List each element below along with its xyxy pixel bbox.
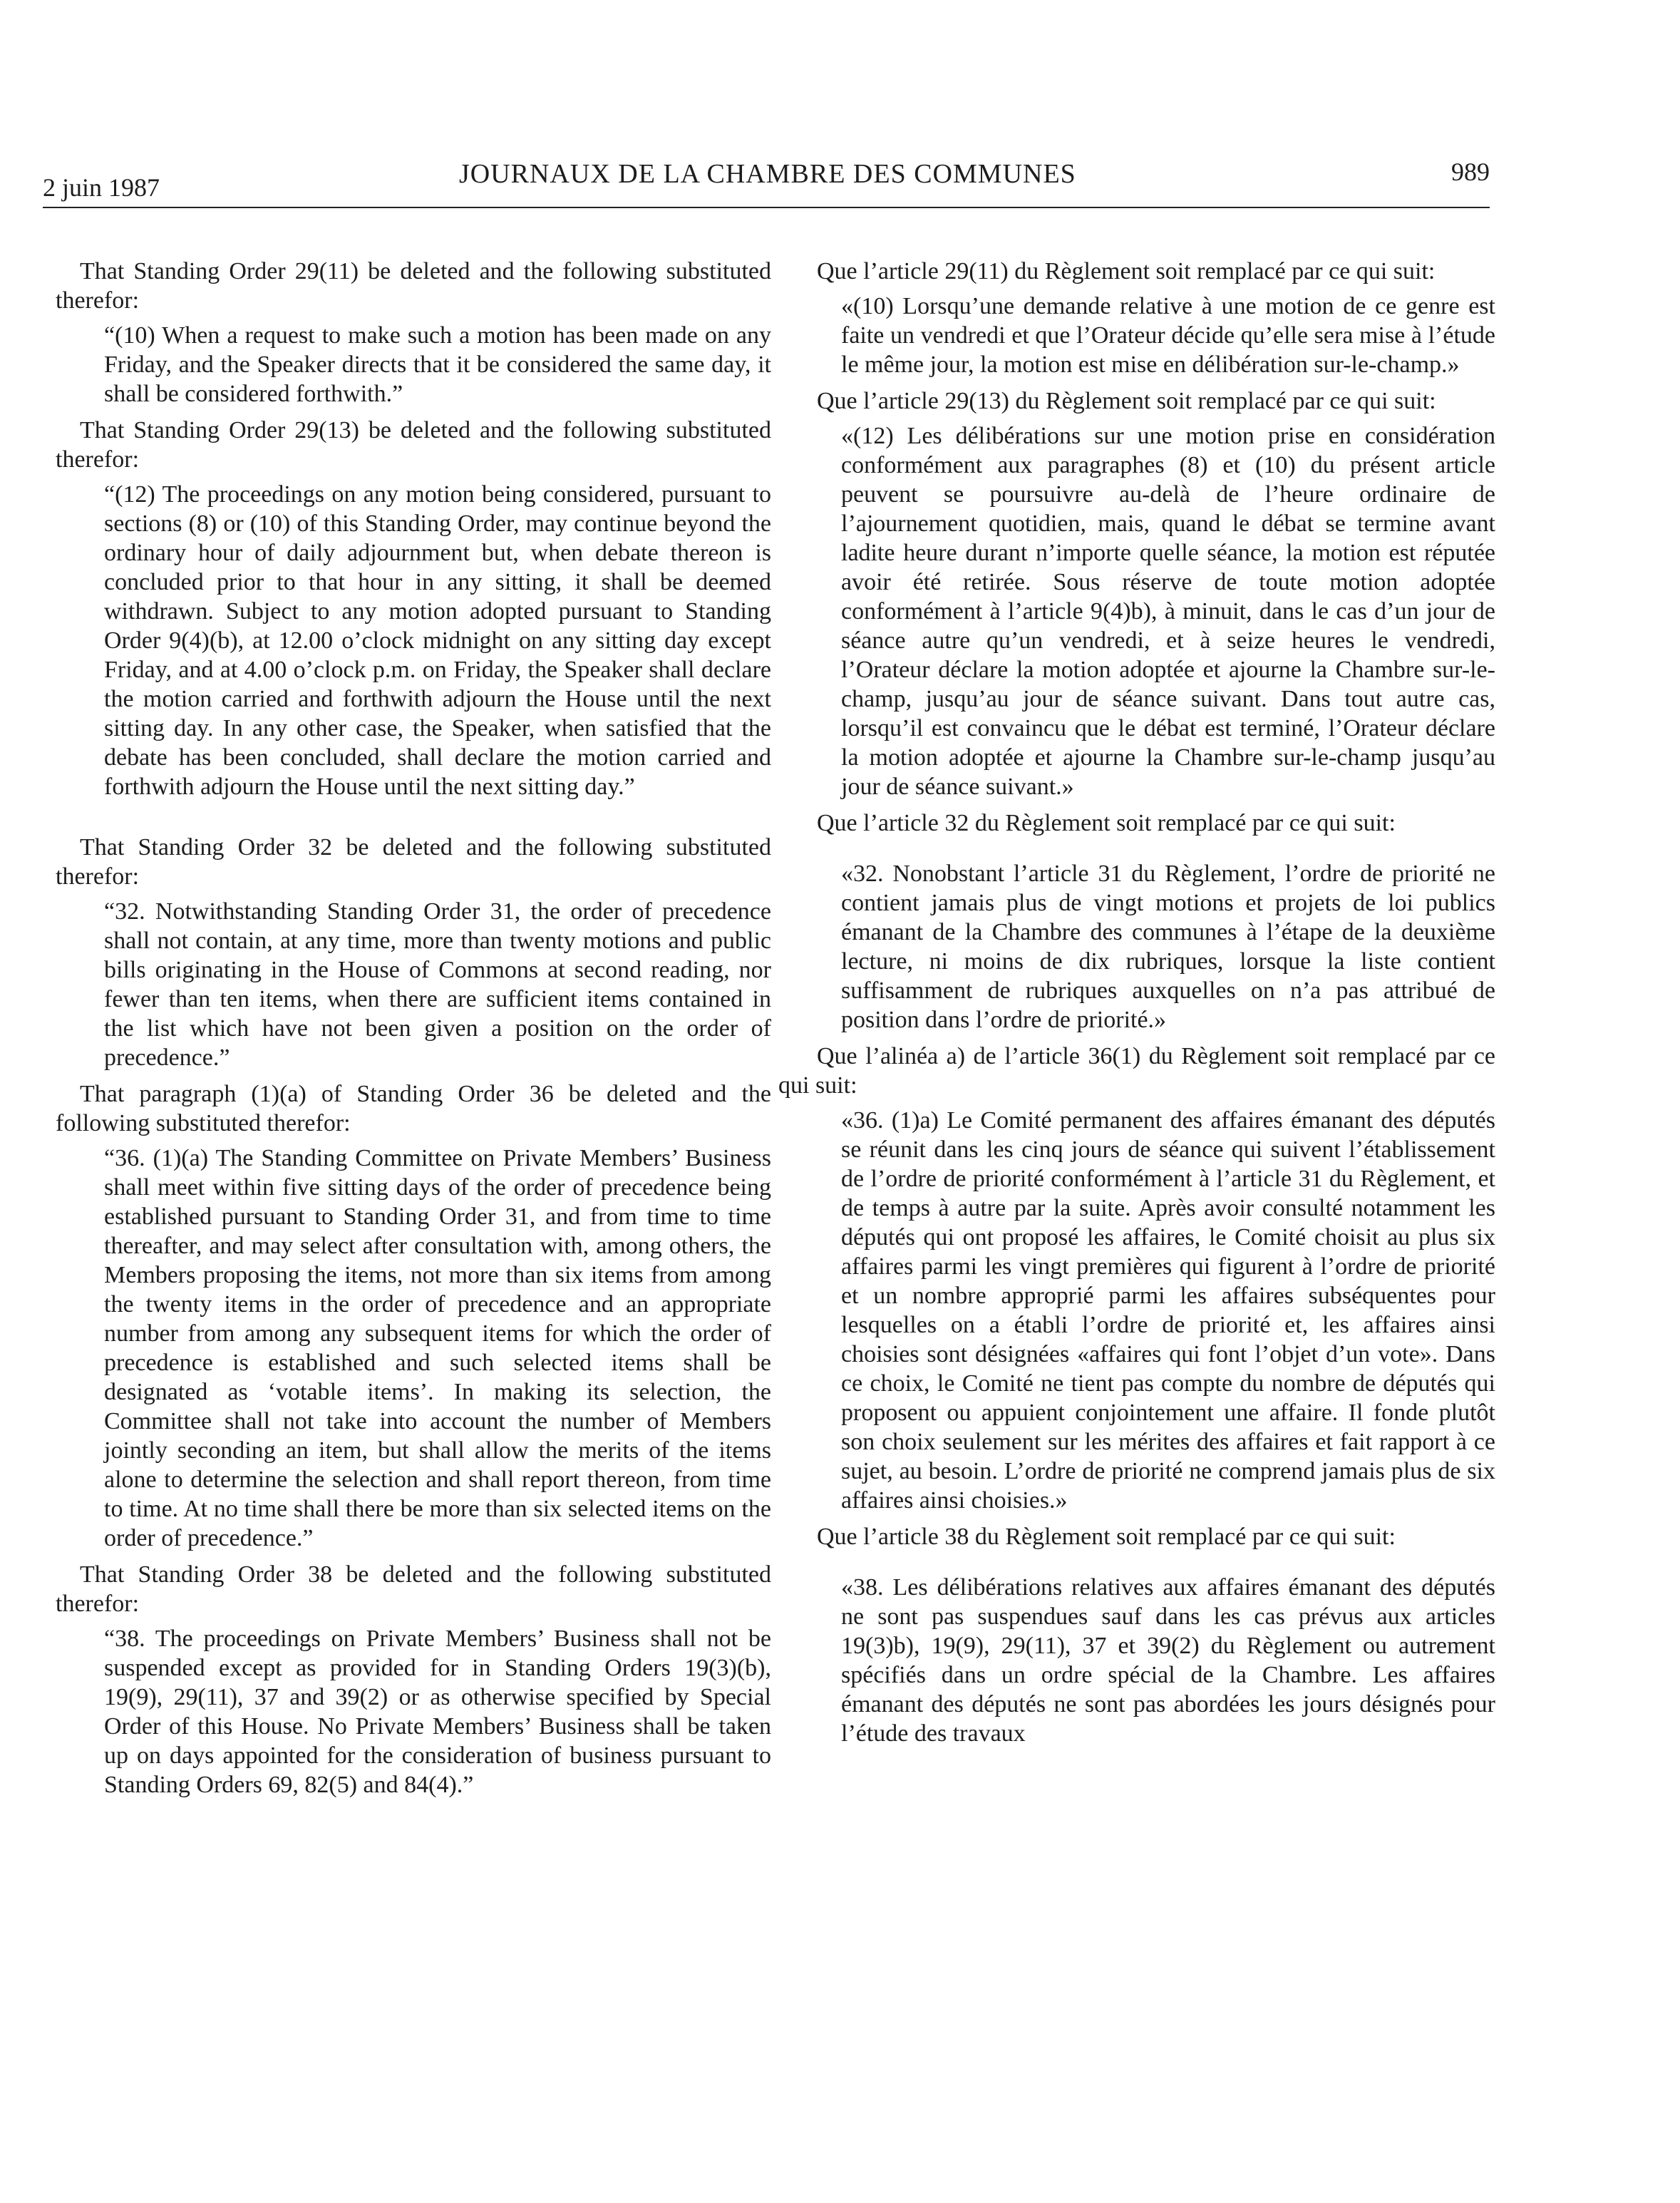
french-text-38: «38. Les délibérations relatives aux affaires émanant des députés ne sont pas suspendues sauf dans les cas prévus aux articles 19(3)b), 19(9), 29(11), 37 et 39(2) du Règlement ou autrement spécifiés dans un ordre spécial de la Chambre. Les affaires émanant des députés ne sont pas abordées les jours désignés pour l’étude des travaux: [841, 1574, 1495, 1747]
french-motion-36: Que l’alinéa a) de l’article 36(1) du Règlement soit remplacé par ce qui suit:: [778, 1043, 1495, 1099]
english-motion-36: That paragraph (1)(a) of Standing Order 36 be deleted and the following substituted therefor:: [56, 1081, 771, 1136]
english-text-29-12: “(12) The proceedings on any motion being considered, pursuant to sections (8) or (10) of this Standing Order, may continue beyond the ordinary hour of daily adjournment but, when debate thereon is concluded prior to that hour in any sitting, it shall be deemed withdrawn. Subject to any motion adopted pursuant to Standing Order 9(4)(b), at 12.00 o’clock midnight on any sitting day except Friday, and at 4.00 o’clock p.m. on Friday, the Speaker shall declare the motion carried and forthwith adjourn the House until the next sitting day. In any other case, the Speaker, when satisfied that the debate has been concluded, shall declare the motion carried and forthwith adjourn the House until the next sitting day.”: [104, 481, 771, 800]
french-column: [778, 257, 1495, 1755]
english-motion-29-11: That Standing Order 29(11) be deleted and the following substituted therefor:: [56, 258, 771, 314]
french-motion-29-11: Que l’article 29(11) du Règlement soit remplacé par ce qui suit:: [817, 258, 1436, 284]
header-date: 2 juin 1987: [43, 173, 160, 202]
english-text-36: “36. (1)(a) The Standing Committee on Private Members’ Business shall meet within five sitting days of the order of precedence being established pursuant to Standing Order 31, and from time to time thereafter, and may select after consultation with, among others, the Members proposing the items, not more than six items from among the twenty items in the order of precedence and an appropriate number from among any subsequent items for which the order of precedence is established and such selected items shall be designated as ‘votable items’. In making its selection, the Committee shall not take into account the number of Members jointly seconding an item, but shall allow the merits of the items alone to determine the selection and shall report thereon, from time to time. At no time shall there be more than six selected items on the order of precedence.”: [104, 1145, 771, 1551]
english-motion-29-13: That Standing Order 29(13) be deleted and the following substituted therefor:: [56, 417, 771, 473]
english-text-32: “32. Notwithstanding Standing Order 31, the order of precedence shall not contain, at any time, more than twenty motions and public bills originating in the House of Commons at second reading, nor fewer than ten items, when there are sufficient items contained in the list which have not been given a position on the order of precedence.”: [104, 898, 771, 1071]
page-header: [43, 157, 1490, 208]
english-column: [56, 257, 771, 1807]
french-motion-38: Que l’article 38 du Règlement soit remplacé par ce qui suit:: [817, 1524, 1396, 1550]
french-text-36: «36. (1)a) Le Comité permanent des affaires émanant des députés se réunit dans les cinq jours de séance qui suivent l’établissement de l’ordre de priorité conformément à l’article 31 du Règlement, et de temps à autre par la suite. Après avoir consulté notamment les députés qui ont proposé les affaires, le Comité choisit au plus six affaires parmi les vingt premières qui figurent à l’ordre de priorité et un nombre approprié parmi les affaires subséquentes pour lesquelles on a établi l’ordre de priorité et, les affaires ainsi choisies sont désignées «affaires qui font l’objet d’un vote». Dans ce choix, le Comité ne tient pas compte du nombre de députés qui proposent ou appuient conjointement une affaire. Il fonde plutôt son choix seulement sur les mérites des affaires et fait rapport à ce sujet, au besoin. L’ordre de priorité ne comprend jamais plus de six affaires ainsi choisies.»: [841, 1107, 1495, 1514]
page-number: 989: [1451, 158, 1490, 186]
english-motion-38: That Standing Order 38 be deleted and the following substituted therefor:: [56, 1561, 771, 1617]
french-motion-32: Que l’article 32 du Règlement soit remplacé par ce qui suit:: [817, 810, 1396, 836]
french-text-29-12: «(12) Les délibérations sur une motion prise en considération conformément aux paragraphes (8) et (10) du présent article peuvent se poursuivre au-delà de l’heure ordinaire de l’ajournement quotidien, mais, quand le débat se termine avant ladite heure durant n’importe quelle séance, la motion est réputée avoir été retirée. Sous réserve de toute motion adoptée conformément à l’article 9(4)b), à minuit, dans le cas d’un jour de séance autre qu’un vendredi, et à seize heures le vendredi, l’Orateur déclare la motion adoptée et ajourne la Chambre sur-le-champ, jusqu’au jour de séance suivant. Dans tout autre cas, lorsqu’il est convaincu que le débat est terminé, l’Orateur déclare la motion adoptée et ajourne la Chambre sur-le-champ jusqu’au jour de séance suivant.»: [841, 423, 1495, 800]
french-motion-29-13: Que l’article 29(13) du Règlement soit remplacé par ce qui suit:: [817, 388, 1436, 414]
english-text-38: “38. The proceedings on Private Members’ Business shall not be suspended except as provided for in Standing Orders 19(3)(b), 19(9), 29(11), 37 and 39(2) or as otherwise specified by Special Order of this House. No Private Members’ Business shall be taken up on days appointed for the consideration of business pursuant to Standing Orders 69, 82(5) and 84(4).”: [104, 1626, 771, 1798]
english-text-29-10: “(10) When a request to make such a motion has been made on any Friday, and the Speaker directs that it be considered the same day, it shall be considered forthwith.”: [104, 322, 771, 407]
french-text-29-10: «(10) Lorsqu’une demande relative à une motion de ce genre est faite un vendredi et que l’Orateur décide qu’elle sera mise à l’étude le même jour, la motion est mise en délibération sur-le-champ.»: [841, 293, 1495, 378]
header-title: JOURNAUX DE LA CHAMBRE DES COMMUNES: [459, 159, 1076, 189]
english-motion-32: That Standing Order 32 be deleted and the following substituted therefor:: [56, 834, 771, 890]
french-text-32: «32. Nonobstant l’article 31 du Règlement, l’ordre de priorité ne contient jamais plus de vingt motions et projets de loi publics émanant de la Chambre des communes à l’étape de la deuxième lecture, ni moins de dix rubriques, lorsque la liste contient suffisamment de rubriques auxquelles on n’a pas attribué de position dans l’ordre de priorité.»: [841, 861, 1495, 1033]
